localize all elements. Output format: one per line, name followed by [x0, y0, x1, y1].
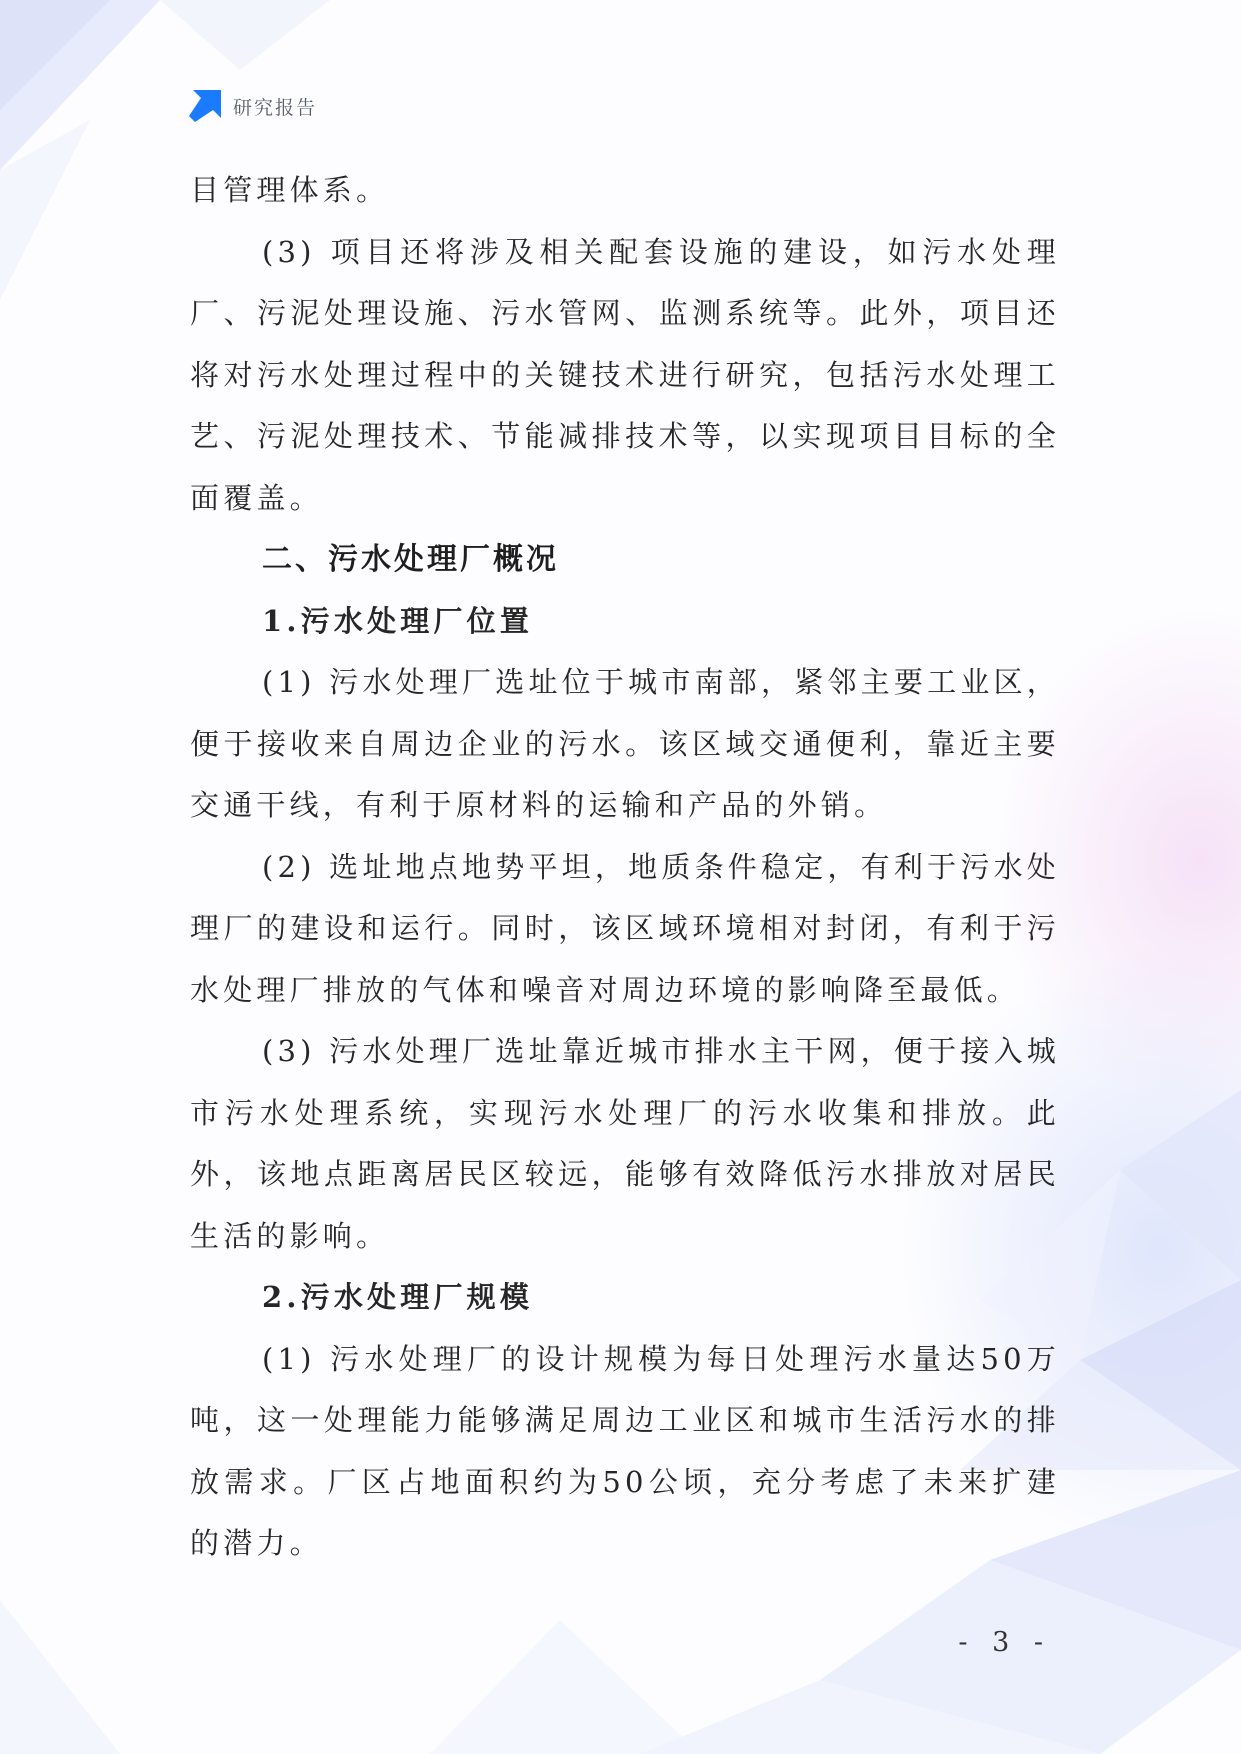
subsection-heading-scale: 2.污水处理厂规模 — [262, 1280, 534, 1314]
paragraph-continuation: 目管理体系。 — [190, 173, 390, 207]
header-label: 研究报告 — [233, 96, 318, 119]
subsection-heading-location: 1.污水处理厂位置 — [262, 603, 534, 638]
paragraph-location-2: (2) 选址地点地势平坦，地质条件稳定，有利于污水处理厂的建设和运行。同时，该区域环境相对封闭，有利于污水处理厂排放的气体和噪音对周边环境的影响降至最低。 — [190, 849, 1060, 1007]
document-body — [190, 160, 1060, 1575]
paragraph-location-1: (1) 污水处理厂选址位于城市南部，紧邻主要工业区，便于接收来自周边企业的污水。该区域交通便利，靠近主要交通干线，有利于原材料的运输和产品的外销。 — [190, 665, 1060, 822]
report-logo-icon — [187, 88, 223, 124]
document-header — [187, 88, 317, 124]
section-heading: 二、污水处理厂概况 — [262, 542, 559, 577]
paragraph-item-3-facilities: (3) 项目还将涉及相关配套设施的建设，如污水处理厂、污泥处理设施、污水管网、监测系统等。此外，项目还将对污水处理过程中的关键技术进行研究，包括污水处理工艺、污泥处理技术、节能减排技术等，以实现项目目标的全面覆盖。 — [190, 234, 1060, 515]
paragraph-location-3: (3) 污水处理厂选址靠近城市排水主干网，便于接入城市污水处理系统，实现污水处理厂的污水收集和排放。此外，该地点距离居民区较远，能够有效降低污水排放对居民生活的影响。 — [190, 1034, 1060, 1253]
paragraph-scale-1: (1) 污水处理厂的设计规模为每日处理污水量达50万吨，这一处理能力能够满足周边工业区和城市生活污水的排放需求。厂区占地面积约为50公顷，充分考虑了未来扩建的潜力。 — [190, 1341, 1060, 1560]
page-number: - 3 - — [958, 1627, 1051, 1658]
